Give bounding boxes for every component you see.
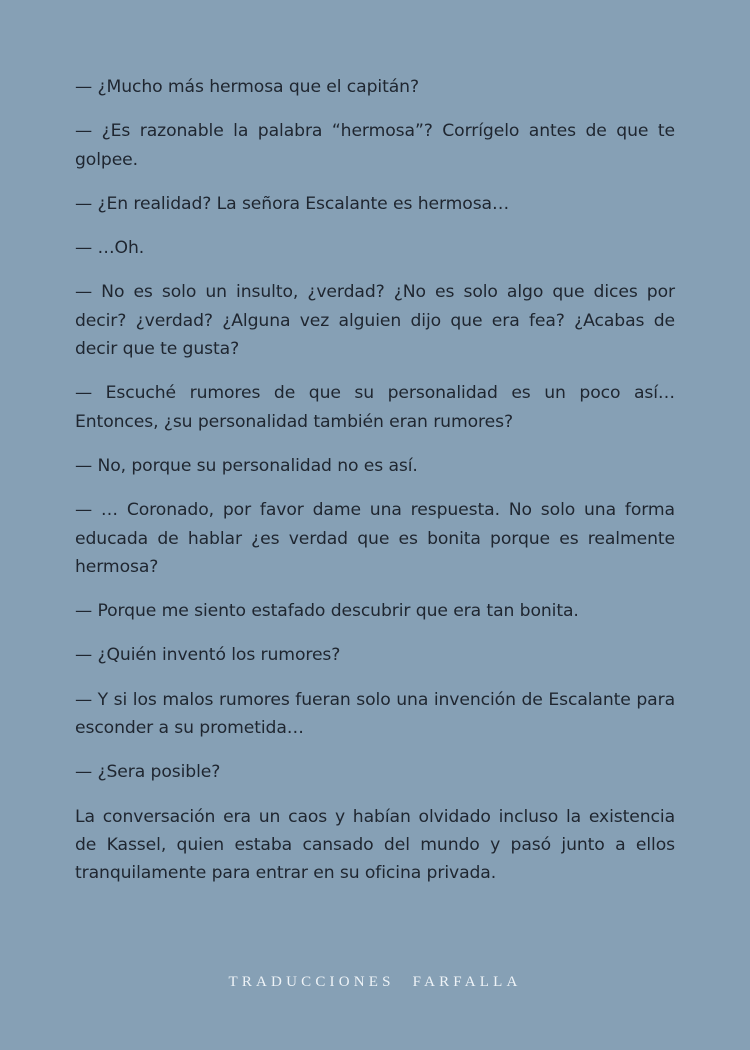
paragraph: — ¿Mucho más hermosa que el capitán? — [75, 77, 419, 97]
paragraph: — … Coronado, por favor dame una respuesta. No solo una forma educada de hablar ¿es verdad que es bonita porque es realmente hermosa? — [75, 500, 675, 577]
page-body — [75, 73, 675, 904]
paragraph: — ¿Es razonable la palabra “hermosa”? Corrígelo antes de que te golpee. — [75, 121, 675, 170]
paragraph: — ¿En realidad? La señora Escalante es hermosa… — [75, 193, 510, 214]
paragraph: — Escuché rumores de que su personalidad es un poco así… Entonces, ¿su personalidad también eran rumores? — [75, 383, 675, 432]
paragraph: — ¿Sera posible? — [75, 762, 221, 783]
paragraph: — Y si los malos rumores fueran solo una invención de Escalante para esconder a su prometida… — [75, 689, 675, 739]
paragraph: — No es solo un insulto, ¿verdad? ¿No es solo algo que dices por decir? ¿verdad? ¿Alguna vez alguien dijo que era fea? ¿Acabas de decir que te gusta? — [75, 282, 675, 360]
paragraph: La conversación era un caos y habían olvidado incluso la existencia de Kassel, quien estaba cansado del mundo y pasó junto a ellos tranquilamente para entrar en su oficina privada. — [75, 806, 675, 884]
paragraph: — Porque me siento estafado descubrir que era tan bonita. — [75, 601, 579, 622]
paragraph: — No, porque su personalidad no es así. — [75, 455, 418, 476]
footer-credit: TRADUCCIONES FARFALLA — [228, 974, 522, 990]
paragraph: — ¿Quién inventó los rumores? — [75, 645, 341, 666]
paragraph: — …Oh. — [75, 238, 145, 259]
